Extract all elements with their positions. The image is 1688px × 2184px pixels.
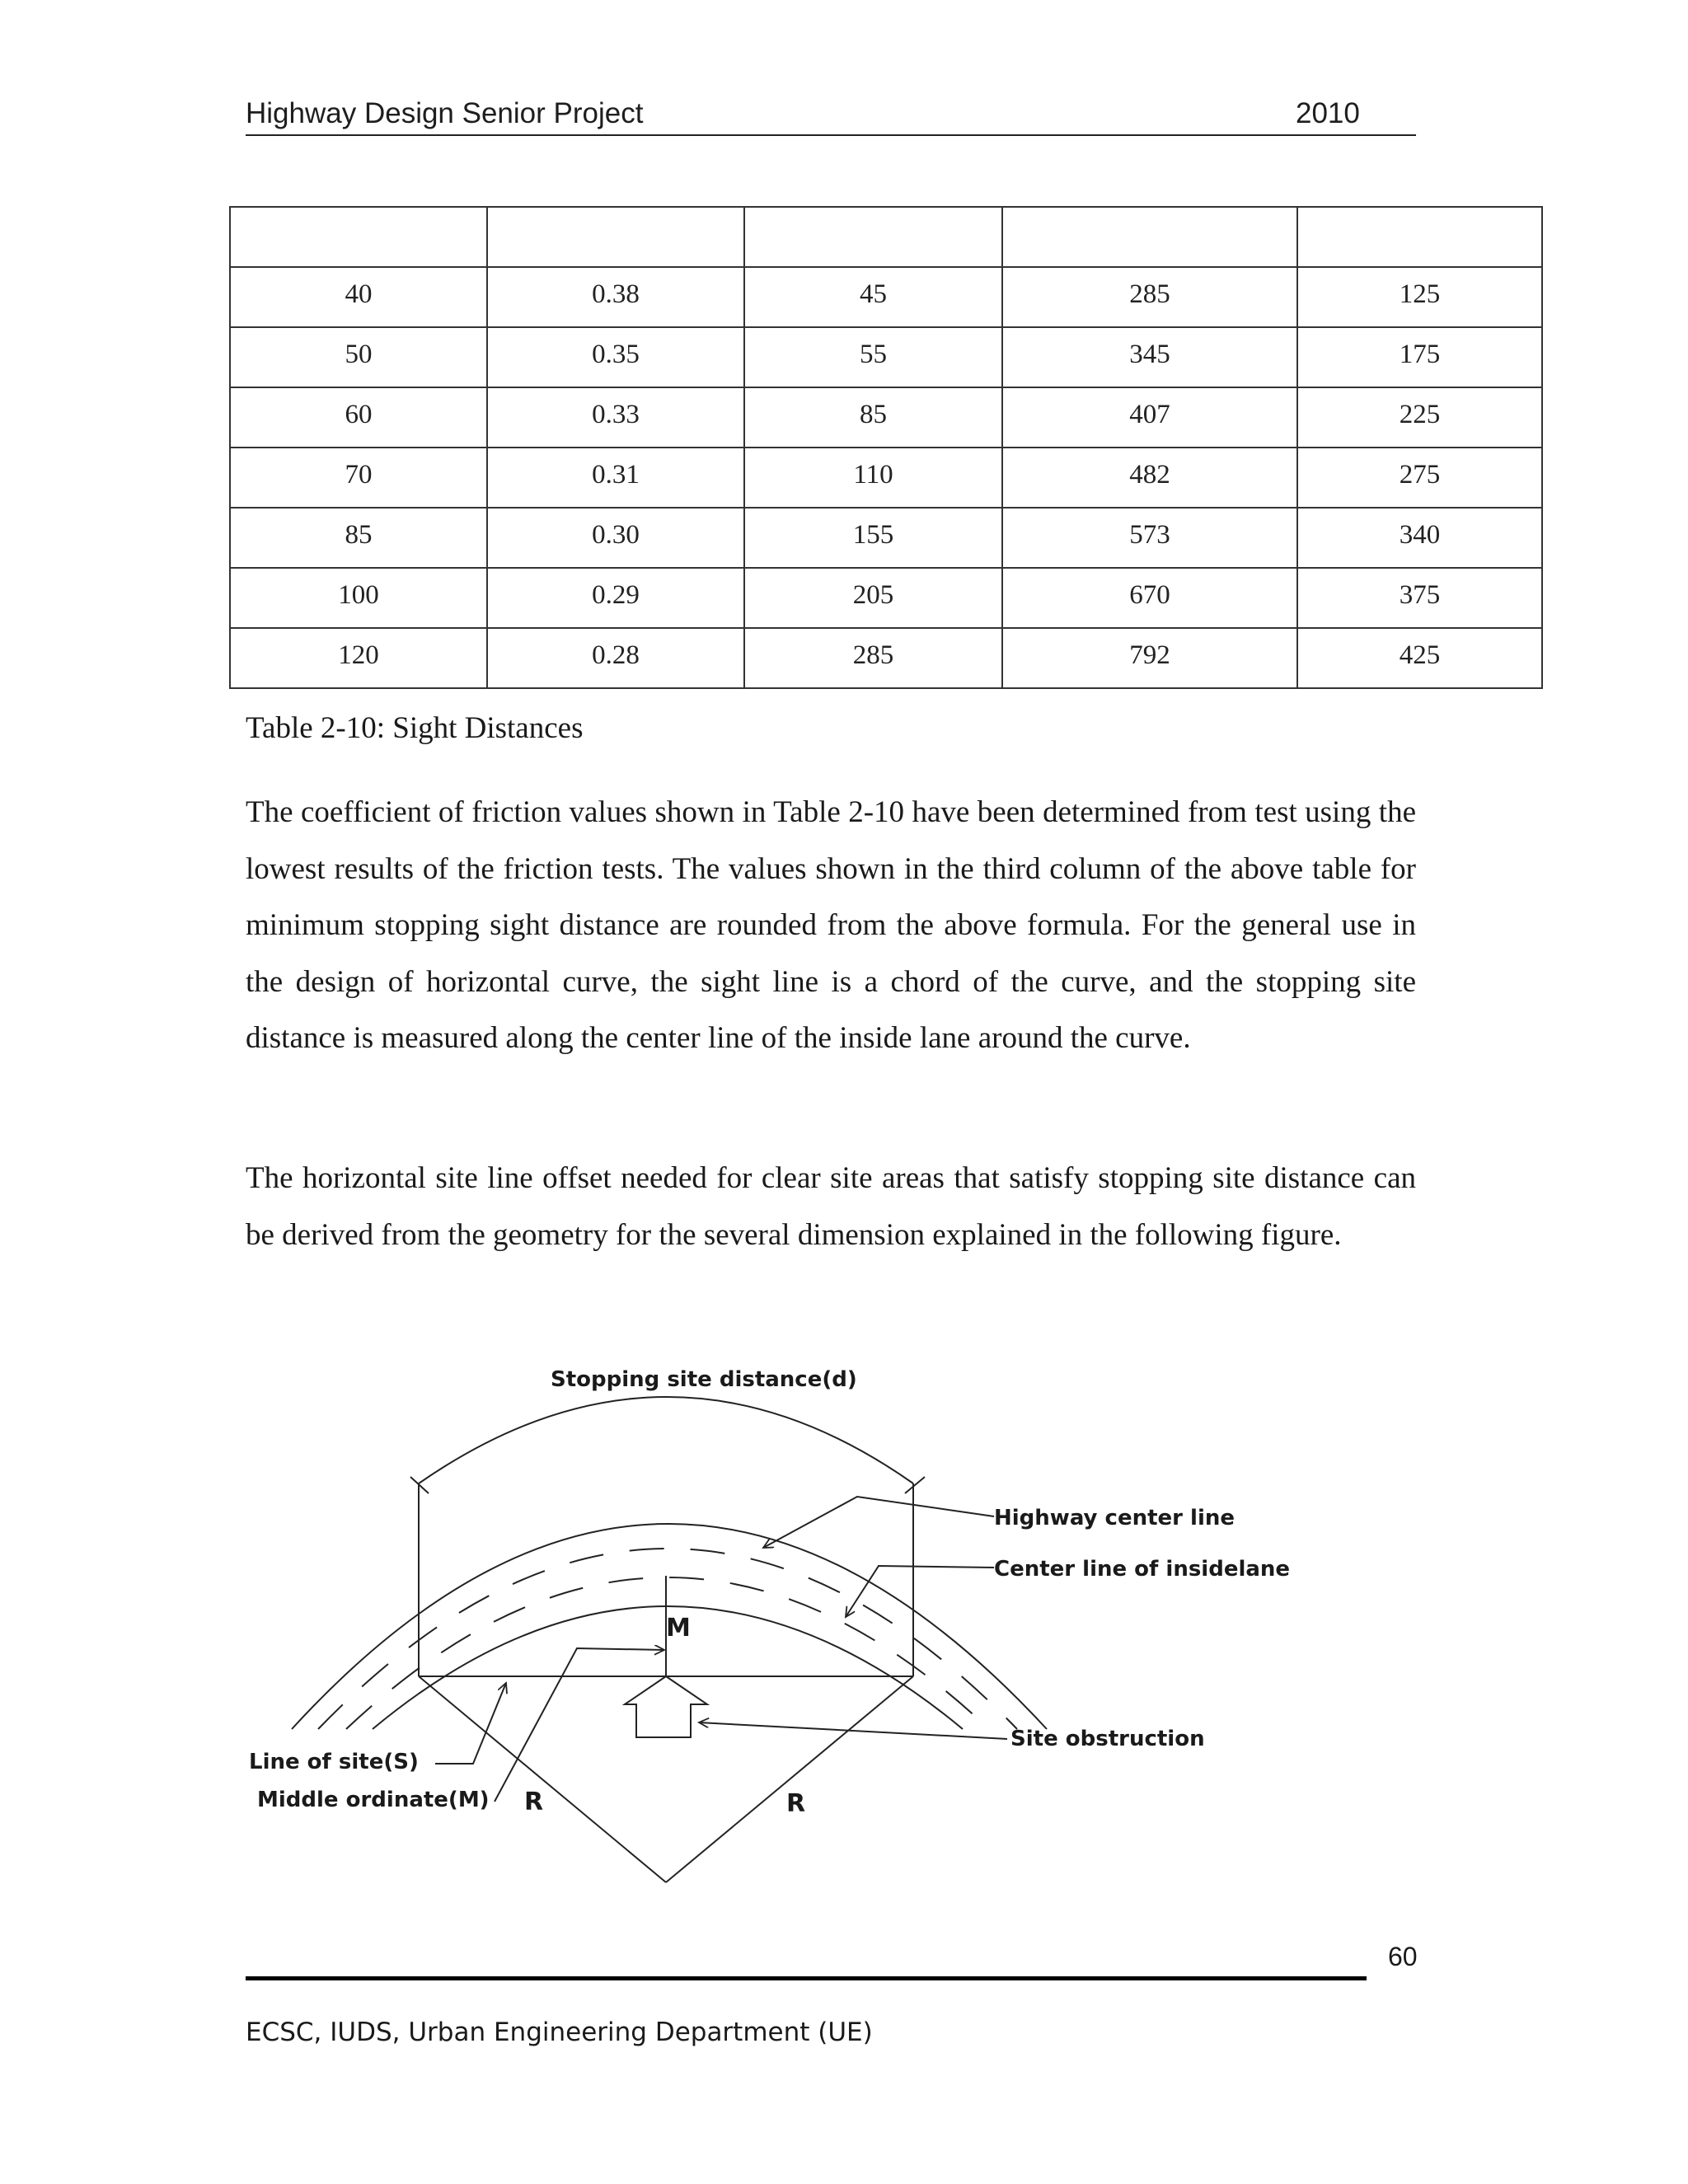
line-of-site-leader: [435, 1683, 506, 1764]
table-cell: 155: [744, 508, 1002, 568]
obstruction-leader: [699, 1722, 1007, 1739]
table-cell: 45: [744, 267, 1002, 327]
table-cell: 225: [1297, 387, 1542, 448]
header-title: Highway Design Senior Project: [246, 97, 644, 129]
table-cell: 285: [744, 628, 1002, 688]
table-cell: 482: [1002, 448, 1297, 508]
table-cell: 125: [1297, 267, 1542, 327]
label-r-left: R: [524, 1788, 544, 1816]
inside-lane-center-line: [346, 1577, 989, 1729]
table-cell: 0.31: [487, 448, 744, 508]
table-cell: 345: [1002, 327, 1297, 387]
page-number: 60: [1388, 1942, 1418, 1971]
middle-ordinate-leader: [495, 1648, 664, 1802]
stopping-distance-arc: [419, 1397, 913, 1483]
table-cell: 573: [1002, 508, 1297, 568]
label-m: M: [666, 1614, 691, 1643]
table-cell: 85: [744, 387, 1002, 448]
label-site-obstruction: Site obstruction: [1010, 1727, 1205, 1751]
table-cell: 0.29: [487, 568, 744, 628]
table-cell: 40: [230, 267, 487, 327]
paragraph-friction: The coefficient of friction values shown in Table 2-10 have been determined from test using the lowest results of the friction tests. The values shown in the third column of the above table for minimum stopping sight distance are rounded from the above formula. For the general use in the design of horizontal curve, the sight line is a chord of the curve, and the stopping site distance is measured along the center line of the inside lane around the curve.: [246, 795, 1416, 1055]
table-cell: 120: [230, 628, 487, 688]
label-inside-lane-center-line: Center line of insidelane: [994, 1557, 1291, 1582]
table-cell: 205: [744, 568, 1002, 628]
label-line-of-site: Line of site(S): [249, 1750, 419, 1774]
table-cell: 407: [1002, 387, 1297, 448]
table-cell: 375: [1297, 568, 1542, 628]
table-cell: 792: [1002, 628, 1297, 688]
inside-lane-leader: [846, 1566, 994, 1617]
table-cell: 70: [230, 448, 487, 508]
footer-text: ECSC, IUDS, Urban Engineering Department (UE): [246, 2018, 873, 2047]
table-caption: Table 2-10: Sight Distances: [246, 711, 584, 745]
table-cell: 0.28: [487, 628, 744, 688]
label-middle-ordinate: Middle ordinate(M): [257, 1788, 490, 1812]
table-cell: 425: [1297, 628, 1542, 688]
table-cell: 60: [230, 387, 487, 448]
radius-line-left: [419, 1676, 666, 1882]
table-cell: 0.38: [487, 267, 744, 327]
table-cell: 0.30: [487, 508, 744, 568]
table-cell: 100: [230, 568, 487, 628]
highway-center-leader: [763, 1497, 994, 1548]
table-cell: 110: [744, 448, 1002, 508]
radius-line-right: [666, 1676, 913, 1882]
table-cell: 55: [744, 327, 1002, 387]
obstruction-house-icon: [625, 1676, 707, 1737]
table-cell: 275: [1297, 448, 1542, 508]
table-cell: 670: [1002, 568, 1297, 628]
table-cell: 85: [230, 508, 487, 568]
table-cell: 0.35: [487, 327, 744, 387]
table-cell: 285: [1002, 267, 1297, 327]
header-year: 2010: [1296, 97, 1360, 129]
footer-rule: [246, 1976, 1367, 1980]
paragraph-offset: The horizontal site line offset needed for clear site areas that satisfy stopping site distance can be derived from the geometry for the several dimension explained in the following figure.: [246, 1161, 1416, 1252]
table-cell: 0.33: [487, 387, 744, 448]
figure-title: Stopping site distance(d): [551, 1367, 857, 1392]
table-cell: 340: [1297, 508, 1542, 568]
label-r-right: R: [786, 1789, 806, 1818]
label-highway-center-line: Highway center line: [994, 1506, 1236, 1530]
table-cell: 175: [1297, 327, 1542, 387]
table-cell: 50: [230, 327, 487, 387]
